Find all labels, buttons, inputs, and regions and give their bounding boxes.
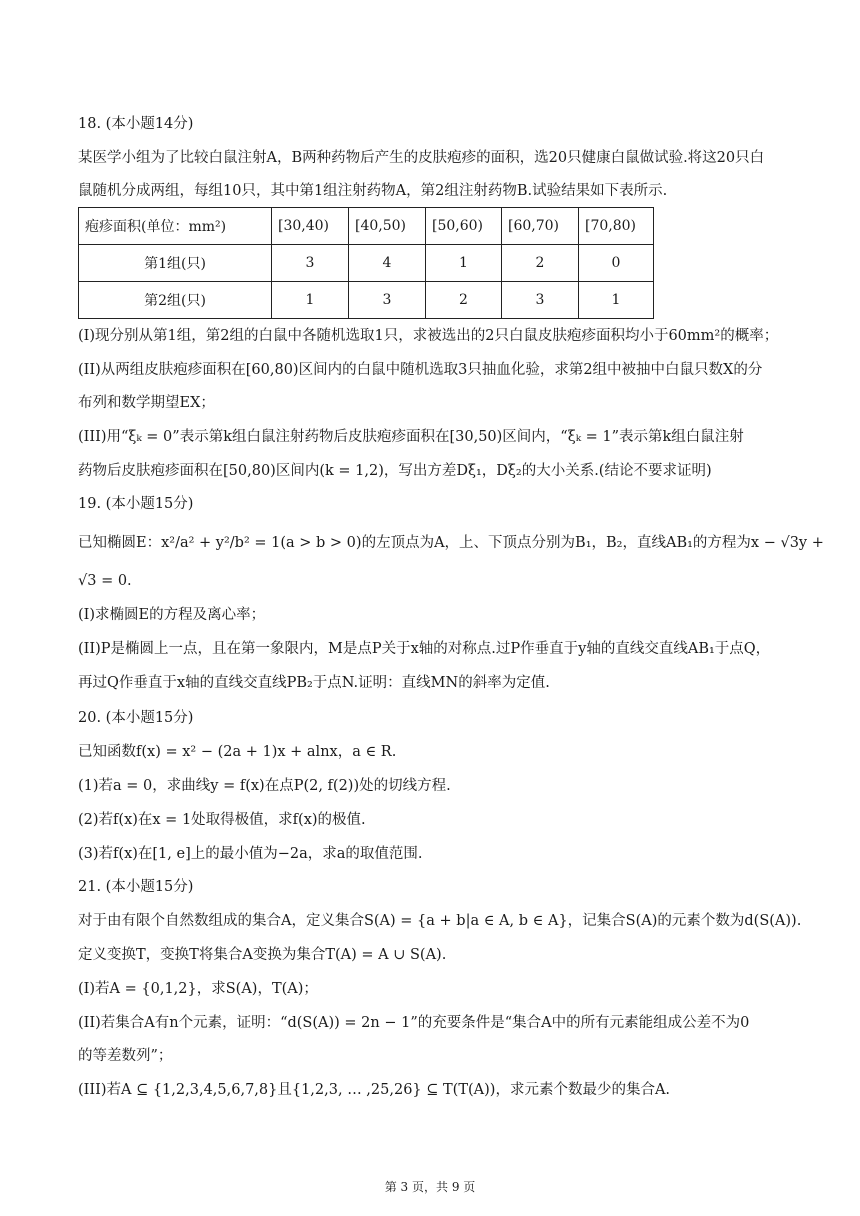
q19-part2-line2: 再过Q作垂直于x轴的直线交直线PB₂于点N.证明：直线MN的斜率为定值. [78, 675, 550, 691]
q21-part1: (I)若A = {0,1,2}，求S(A)，T(A)； [78, 981, 318, 997]
table-cell: 1 [272, 282, 349, 319]
q21-part3: (III)若A ⊆ {1,2,3,4,5,6,7,8}且{1,2,3, … ,25,26} ⊆ T(T(A))，求元素个数最少的集合A. [78, 1082, 671, 1098]
table-cell: 1 [579, 282, 654, 319]
table-header-row [79, 208, 654, 245]
table-header-cell: [40,50) [349, 208, 426, 245]
table-header-cell: 疱疹面积(单位：mm²) [79, 208, 272, 245]
q18-results-table [78, 207, 654, 319]
q21-part2-line2: 的等差数列”； [78, 1048, 173, 1064]
table-cell: 2 [502, 245, 579, 282]
q18-title: 18. (本小题14分) [78, 116, 194, 132]
q19-part2-line1: (II)P是椭圆上一点，且在第一象限内，M是点P关于x轴的对称点.过P作垂直于y轴的直线交直线AB₁于点Q， [78, 641, 771, 657]
table-cell: 4 [349, 245, 426, 282]
q18-part2-line1: (II)从两组皮肤疱疹面积在[60,80)区间内的白鼠中随机选取3只抽血化验，求第2组中被抽中白鼠只数X的分 [78, 362, 763, 378]
q20-part1: (1)若a = 0，求曲线y = f(x)在点P(2, f(2))处的切线方程. [78, 778, 451, 794]
q19-intro-line2: √3 = 0. [78, 573, 132, 589]
q20-part2: (2)若f(x)在x = 1处取得极值，求f(x)的极值. [78, 812, 366, 828]
q19-title: 19. (本小题15分) [78, 496, 194, 512]
table-cell: 1 [426, 245, 502, 282]
table-row [79, 282, 654, 319]
table-cell: 0 [579, 245, 654, 282]
q21-intro-line1: 对于由有限个自然数组成的集合A，定义集合S(A) = {a + b|a ∈ A, b ∈ A}，记集合S(A)的元素个数为d(S(A)). [78, 913, 802, 929]
q18-part3-line1: (III)用“ξₖ = 0”表示第k组白鼠注射药物后皮肤疱疹面积在[30,50)区间内，“ξₖ = 1”表示第k组白鼠注射 [78, 429, 744, 445]
page-number-footer: 第 3 页，共 9 页 [384, 1180, 476, 1194]
q21-intro-line2: 定义变换T，变换T将集合A变换为集合T(A) = A ∪ S(A). [78, 947, 447, 963]
q18-part1: (I)现分别从第1组，第2组的白鼠中各随机选取1只，求被选出的2只白鼠皮肤疱疹面积均小于60mm²的概率； [78, 328, 779, 344]
q18-part3-line2: 药物后皮肤疱疹面积在[50,80)区间内(k = 1,2)，写出方差Dξ₁，Dξ₂的大小关系.(结论不要求证明) [78, 463, 712, 479]
table-header-cell: [30,40) [272, 208, 349, 245]
q20-part3: (3)若f(x)在[1, e]上的最小值为−2a，求a的取值范围. [78, 846, 423, 862]
table-cell: 3 [272, 245, 349, 282]
table-cell: 3 [502, 282, 579, 319]
q19-intro-line1: 已知椭圆E：x²/a² + y²/b² = 1(a > b > 0)的左顶点为A，上、下顶点分别为B₁，B₂，直线AB₁的方程为x − √3y + [78, 535, 824, 551]
q21-part2-line1: (II)若集合A有n个元素，证明：“d(S(A)) = 2n − 1”的充要条件是“集合A中的所有元素能组成公差不为0 [78, 1015, 750, 1031]
table-row-label: 第2组(只) [79, 282, 272, 319]
q21-title: 21. (本小题15分) [78, 879, 194, 895]
q20-title: 20. (本小题15分) [78, 710, 194, 726]
table-cell: 2 [426, 282, 502, 319]
q19-part1: (I)求椭圆E的方程及离心率； [78, 607, 266, 623]
table-header-cell: [60,70) [502, 208, 579, 245]
table-cell: 3 [349, 282, 426, 319]
q18-part2-line2: 布列和数学期望EX； [78, 395, 215, 411]
q18-intro-line1: 某医学小组为了比较白鼠注射A，B两种药物后产生的皮肤疱疹的面积，选20只健康白鼠做试验.将这20只白 [78, 150, 765, 166]
q20-intro: 已知函数f(x) = x² − (2a + 1)x + alnx，a ∈ R. [78, 744, 397, 760]
q18-intro-line2: 鼠随机分成两组，每组10只，其中第1组注射药物A，第2组注射药物B.试验结果如下表所示. [78, 183, 668, 199]
table-row-label: 第1组(只) [79, 245, 272, 282]
table-row [79, 245, 654, 282]
table-header-cell: [50,60) [426, 208, 502, 245]
table-header-cell: [70,80) [579, 208, 654, 245]
